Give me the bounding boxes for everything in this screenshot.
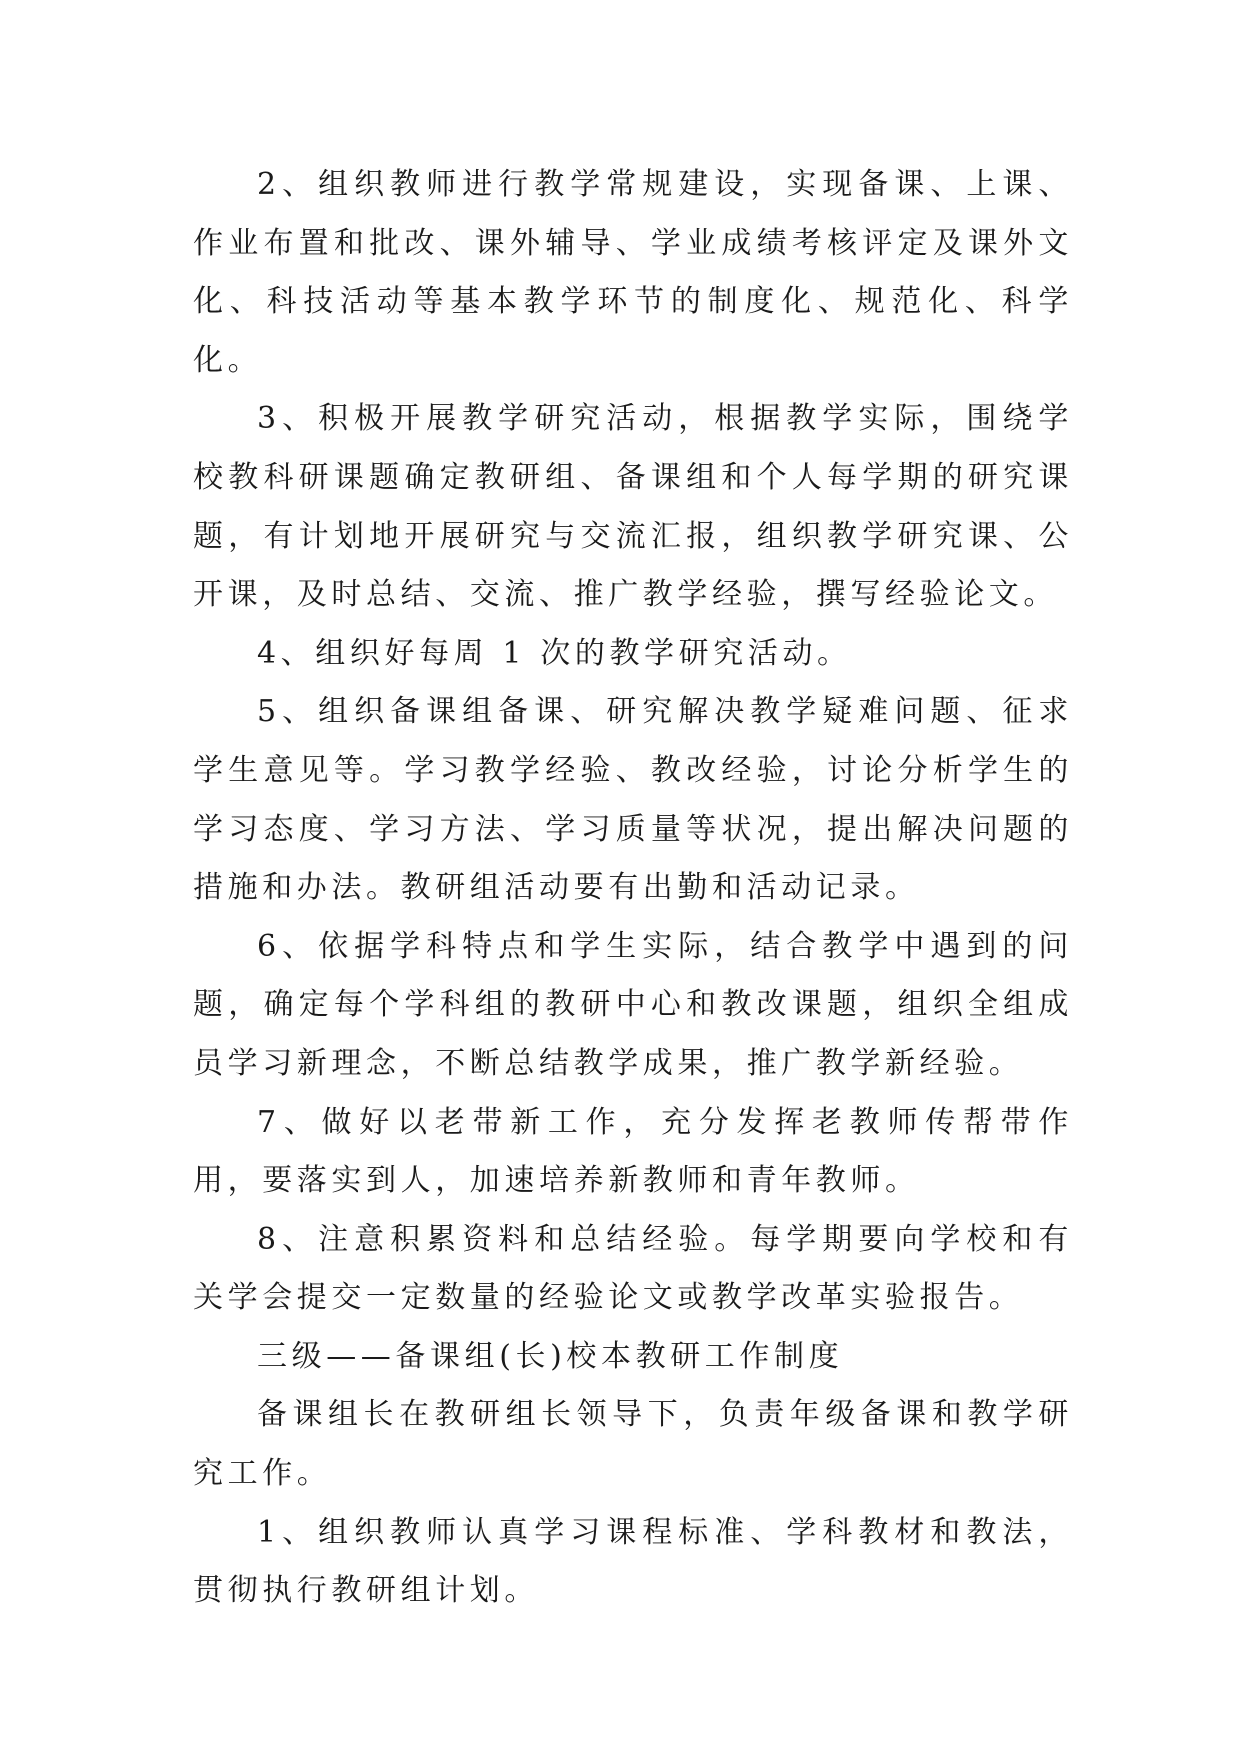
document-body bbox=[193, 156, 1073, 1621]
paragraph-item-5: 5、组织备课组备课、研究解决教学疑难问题、征求学生意见等。学习教学经验、教改经验，讨论分析学生的学习态度、学习方法、学习质量等状况，提出解决问题的措施和办法。教研组活动要有出勤和活动记录。 bbox=[193, 694, 1073, 906]
paragraph-item-2: 2、组织教师进行教学常规建设，实现备课、上课、作业布置和批改、课外辅导、学业成绩考核评定及课外文化、科技活动等基本教学环节的制度化、规范化、科学化。 bbox=[193, 167, 1073, 378]
section-heading: 三级——备课组(长)校本教研工作制度 bbox=[257, 1338, 844, 1374]
paragraph-item-4: 4、组织好每周 1 次的教学研究活动。 bbox=[257, 635, 852, 671]
paragraph-item-1: 1、组织教师认真学习课程标准、学科教材和教法，贯彻执行教研组计划。 bbox=[193, 1514, 1073, 1609]
section-intro-paragraph: 备课组长在教研组长领导下，负责年级备课和教学研究工作。 bbox=[193, 1397, 1073, 1492]
paragraph-item-8: 8、注意积累资料和总结经验。每学期要向学校和有关学会提交一定数量的经验论文或教学改革实验报告。 bbox=[193, 1221, 1073, 1316]
paragraph-item-3: 3、积极开展教学研究活动，根据教学实际，围绕学校教科研课题确定教研组、备课组和个人每学期的研究课题，有计划地开展研究与交流汇报，组织教学研究课、公开课，及时总结、交流、推广教学经验，撰写经验论文。 bbox=[193, 401, 1073, 613]
paragraph-item-6: 6、依据学科特点和学生实际，结合教学中遇到的问题，确定每个学科组的教研中心和教改课题，组织全组成员学习新理念，不断总结教学成果，推广教学新经验。 bbox=[193, 928, 1073, 1081]
paragraph-item-7: 7、做好以老带新工作，充分发挥老教师传帮带作用，要落实到人，加速培养新教师和青年教师。 bbox=[193, 1104, 1073, 1199]
